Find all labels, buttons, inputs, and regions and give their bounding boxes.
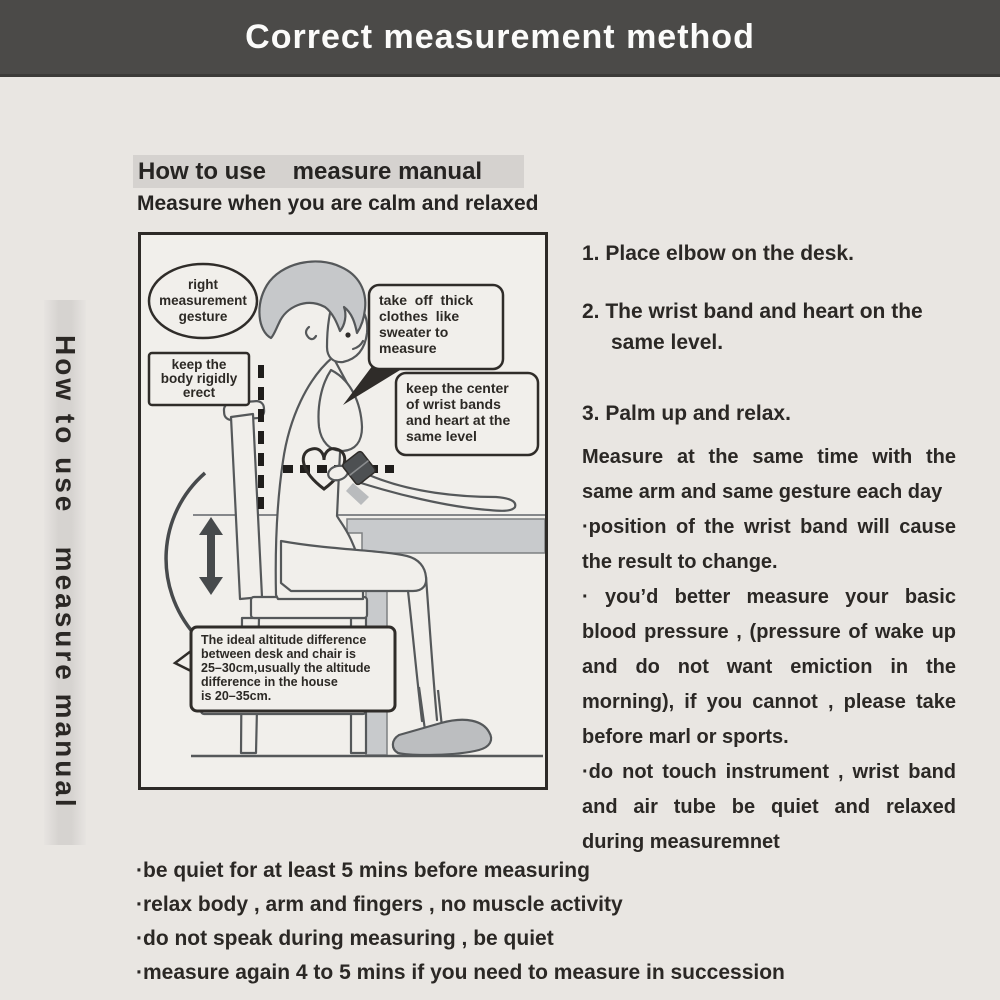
slipper bbox=[393, 687, 491, 755]
altitude-line-5: is 20–35cm. bbox=[201, 689, 272, 703]
forearm bbox=[361, 475, 515, 511]
clothes-line-4: measure bbox=[379, 340, 437, 356]
callout-take-off-clothes bbox=[369, 285, 503, 369]
sleeve bbox=[319, 370, 363, 451]
height-arrow-icon bbox=[166, 473, 223, 635]
footer-note-2: ·relax body , arm and fingers , no muscle activity bbox=[136, 893, 623, 916]
altitude-line-2: between desk and chair is bbox=[201, 647, 356, 661]
footer-note-3: ·do not speak during measuring , be quiet bbox=[136, 927, 554, 950]
notes-block bbox=[582, 440, 956, 860]
shin-front bbox=[426, 577, 437, 720]
gesture-line-3: gesture bbox=[178, 309, 228, 324]
ear bbox=[306, 327, 316, 339]
strap bbox=[346, 483, 369, 505]
body-line-1: keep the bbox=[171, 357, 227, 372]
note-same-time: Measure at the same time with the same arm and same gesture each day bbox=[582, 446, 956, 503]
body-line-2: body rigidly bbox=[160, 371, 238, 386]
body-line-3: erect bbox=[182, 385, 216, 400]
page-title: Correct measurement method bbox=[245, 17, 755, 56]
note-band-position: ·position of the wrist band will cause the result to change. bbox=[582, 516, 956, 573]
callout-body-erect bbox=[149, 353, 249, 405]
note-do-not-touch: ·do not touch instrument , wrist band and air tube be quiet and relaxed during measuremnet bbox=[582, 761, 956, 853]
section-title: How to use measure manual bbox=[138, 157, 483, 185]
footer-notes bbox=[136, 854, 836, 990]
illustration-svg bbox=[141, 235, 545, 787]
step-2: 2. The wrist band and heart on the same level. bbox=[582, 300, 923, 354]
wrist-line-1: keep the center bbox=[406, 380, 509, 396]
footer-note-4: ·measure again 4 to 5 mins if you need to measure in succession bbox=[136, 961, 785, 984]
altitude-line-3: 25–30cm,usually the altitude bbox=[201, 661, 371, 675]
header-bar bbox=[0, 0, 1000, 77]
section-title-highlight bbox=[133, 155, 524, 188]
footer-note-1: ·be quiet for at least 5 mins before measuring bbox=[136, 859, 590, 882]
step-1: 1. Place elbow on the desk. bbox=[582, 242, 854, 265]
section-subtitle: Measure when you are calm and relaxed bbox=[137, 192, 539, 215]
measurement-illustration bbox=[138, 232, 548, 790]
shin-back bbox=[408, 591, 422, 721]
clothes-line-1: take off thick bbox=[379, 292, 474, 308]
note-basic-pressure: · you’d better measure your basic blood pressure , (pressure of wake up and do not want emiction in the morning), if you cannot , please take before marl or sports. bbox=[582, 586, 956, 748]
callout-altitude bbox=[175, 627, 395, 711]
eye bbox=[345, 332, 350, 337]
clothes-line-3: sweater to bbox=[379, 324, 449, 340]
altitude-line-4: difference in the house bbox=[201, 675, 338, 689]
gesture-line-2: measurement bbox=[159, 293, 247, 308]
gesture-line-1: right bbox=[188, 277, 218, 292]
arm-and-wrist-band bbox=[327, 450, 516, 510]
wrist-line-3: and heart at the bbox=[406, 412, 511, 428]
wrist-line-4: same level bbox=[406, 428, 477, 444]
wrist-line-2: of wrist bands bbox=[406, 396, 501, 412]
callout-wrist-center bbox=[396, 373, 538, 455]
callout-gesture-oval bbox=[149, 264, 257, 338]
clothes-line-2: clothes like bbox=[379, 308, 460, 324]
step-3: 3. Palm up and relax. bbox=[582, 402, 791, 425]
altitude-line-1: The ideal altitude difference bbox=[201, 633, 367, 647]
vertical-sidebar-label: How to use measure manual bbox=[44, 300, 86, 845]
